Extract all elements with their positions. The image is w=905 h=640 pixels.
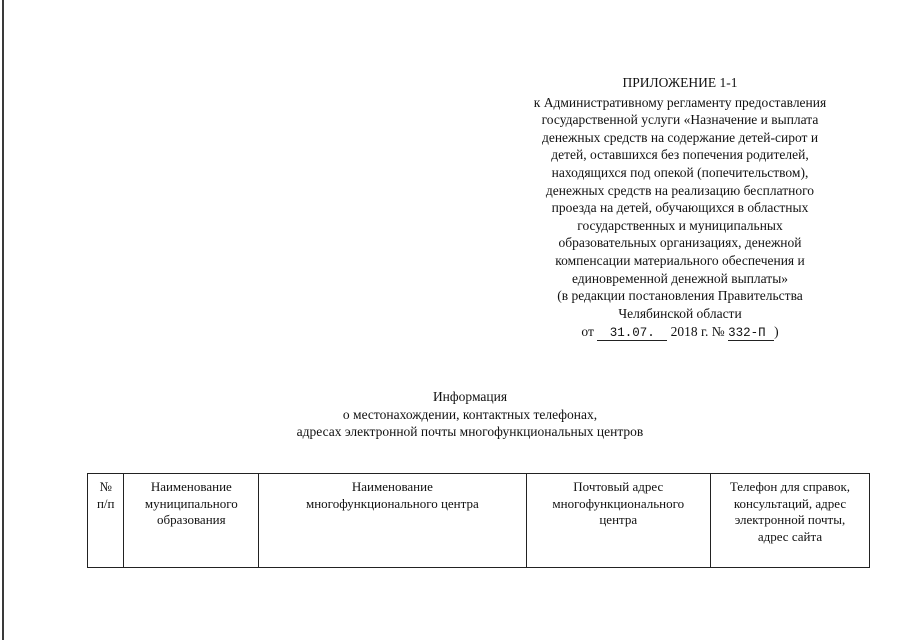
appendix-line: Челябинской области	[618, 305, 742, 321]
header-text: Почтовый адрес многофункционального центра	[552, 479, 685, 528]
title-line: о местонахождении, контактных телефонах,	[342, 406, 598, 422]
header-text: Наименование многофункционального центра	[306, 479, 479, 511]
title-line: Информация	[432, 389, 508, 404]
header-text: № п/п	[96, 479, 115, 511]
header-text: Телефон для справок, консультаций, адрес электронной почты, адрес сайта	[729, 479, 851, 544]
date-prefix: от	[581, 324, 594, 340]
appendix-block	[495, 74, 865, 341]
appendix-line: компенсации материального обеспечения и	[555, 252, 805, 268]
header-text: Наименование муниципального образования	[144, 479, 238, 528]
table-header-row	[88, 474, 870, 568]
appendix-line: государственной услуги «Назначение и выплата	[541, 112, 819, 128]
title-line: адресах электронной почты многофункциональных центров	[296, 424, 644, 440]
appendix-line: денежных средств на содержание детей-сирот и	[541, 129, 819, 145]
appendix-line: (в редакции постановления Правительства	[557, 288, 803, 304]
appendix-line: находящихся под опекой (попечительством),	[551, 164, 809, 180]
appendix-line: денежных средств на реализацию бесплатного	[545, 182, 815, 198]
resolution-number-value: 332-П	[728, 326, 774, 341]
appendix-line: к Административному регламенту предоставления	[533, 94, 827, 110]
document-title	[190, 388, 750, 441]
page-left-edge	[2, 0, 4, 640]
mfc-table	[87, 473, 870, 568]
header-cell-municipality	[124, 474, 259, 568]
appendix-line: государственных и муниципальных	[577, 217, 783, 233]
appendix-line: проезда на детей, обучающихся в областных	[551, 200, 809, 216]
resolution-date-line	[495, 323, 865, 341]
header-cell-number	[88, 474, 124, 568]
header-cell-center-name	[259, 474, 526, 568]
date-year: 2018 г. №	[670, 324, 725, 340]
appendix-heading: ПРИЛОЖЕНИЕ 1-1	[622, 75, 738, 90]
appendix-line: образовательных организациях, денежной	[558, 235, 802, 251]
resolution-date-value: 31.07.	[597, 326, 667, 341]
closing-paren: )	[774, 324, 779, 340]
header-cell-postal-address	[526, 474, 710, 568]
appendix-line: единовременной денежной выплаты»	[571, 270, 789, 286]
header-cell-contacts	[710, 474, 869, 568]
appendix-line: детей, оставшихся без попечения родителей,	[551, 147, 809, 163]
